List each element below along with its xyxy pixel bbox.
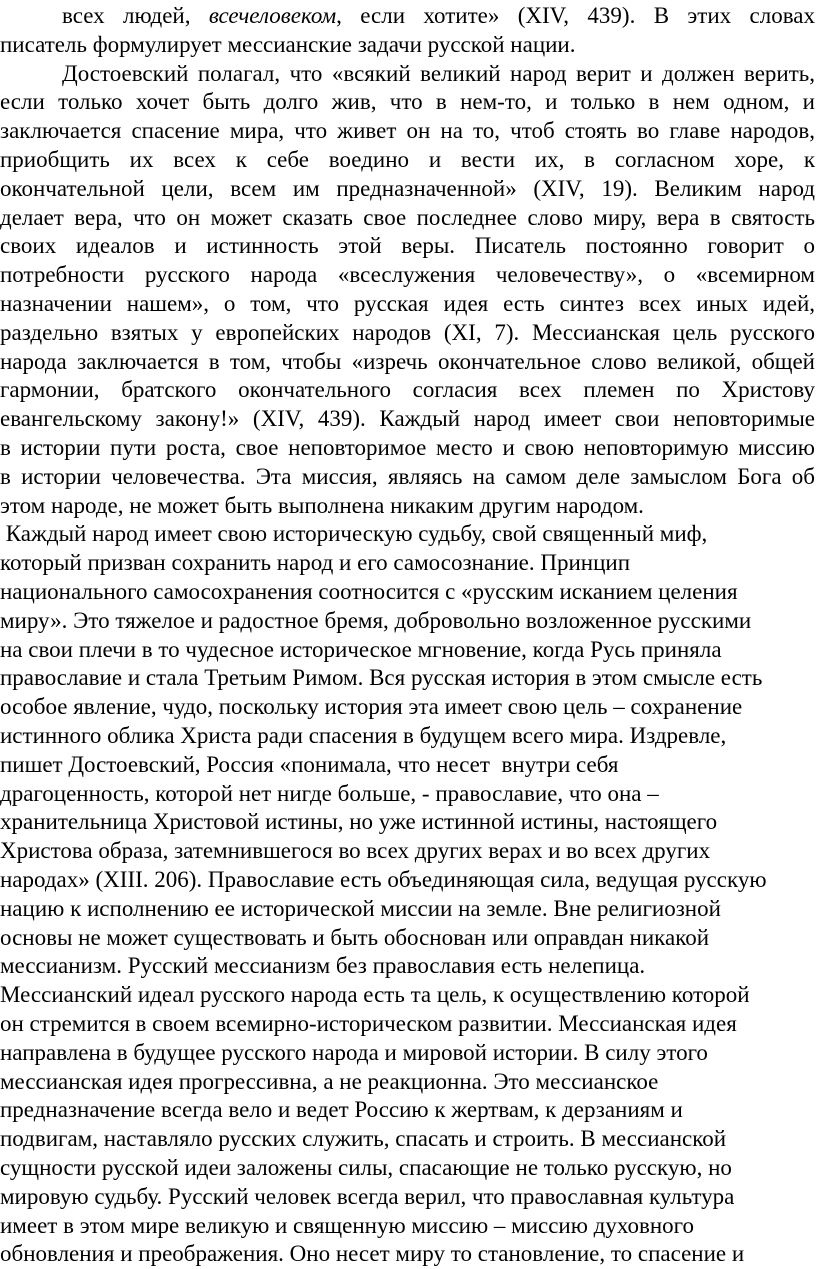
text-line: который призван сохранить народ и его самосознание. Принцип	[0, 550, 631, 576]
text-line: Христова образа, затемнившегося во всех других верах и во всех других	[0, 838, 711, 864]
text-line: в истории человечества. Эта миссия, являясь на самом деле замыслом Бога об	[0, 463, 815, 489]
text-line: заключается спасение мира, что живет он на то, чтоб стоять во главе народов,	[0, 118, 815, 144]
paragraph-continuation	[0, 2, 815, 60]
text-line: подвигам, наставляло русских служить, спасать и строить. В мессианской	[0, 1126, 727, 1152]
paragraph-national-destiny	[0, 520, 815, 1269]
text-line: сущности русской идеи заложены силы, спасающие не только русскую, но	[0, 1154, 732, 1180]
paragraph-messianic-faith	[0, 60, 815, 521]
text-line: особое явление, чудо, поскольку история эта имеет свою цель – сохранение	[0, 694, 743, 720]
text-line: на свои плечи в то чудесное историческое мгновение, когда Русь приняла	[0, 636, 722, 662]
text-line: Каждый народ имеет свою историческую судьбу, свой священный миф,	[0, 521, 708, 547]
text-line: окончательной цели, всем им предназначенной» (XIV, 19). Великим народ	[0, 175, 815, 201]
text-line: истинного облика Христа ради спасения в будущем всего мира. Издревле,	[0, 722, 727, 748]
text-line: раздельно взятых у европейских народов (XI, 7). Мессианская цель русского	[0, 319, 815, 345]
text-line: Достоевский полагал, что «всякий великий народ верит и должен верить,	[62, 60, 815, 86]
text-line: народа заключается в том, чтобы «изречь окончательное слово великой, общей	[0, 348, 815, 374]
text-line: всех людей, всечеловеком, если хотите» (XIV, 439). В этих словах	[62, 3, 815, 28]
text-line: назначении нашем», о том, что русская идея есть синтез всех иных идей,	[0, 290, 815, 316]
text-line: писатель формулирует мессианские задачи русской нации.	[0, 31, 576, 57]
text-line: направлена в будущее русского народа и мировой истории. В силу этого	[0, 1039, 708, 1065]
emphasis-word: всечеловеком	[208, 3, 337, 28]
text-line: приобщить их всех к себе воедино и вести их, в согласном хоре, к	[0, 146, 815, 172]
text-line: мессианская идея прогрессивна, а не реакционна. Это мессианское	[0, 1068, 659, 1094]
text-line: мессианизм. Русский мессианизм без православия есть нелепица.	[0, 953, 646, 979]
text-line: народах» (XIII. 206). Православие есть объединяющая сила, ведущая русскую	[0, 866, 767, 892]
text-line: в истории пути роста, свое неповторимое место и свою неповторимую миссию	[0, 434, 815, 460]
text-line: этом народе, не может быть выполнена никаким другим народом.	[0, 492, 644, 518]
text-line: Мессианский идеал русского народа есть та цель, к осуществлению которой	[0, 982, 750, 1008]
text-line: потребности русского народа «всеслужения человечеству», о «всемирном	[0, 262, 815, 288]
text-line: делает вера, что он может сказать свое последнее слово миру, вера в святость	[0, 204, 815, 230]
text-line: он стремится в своем всемирно-историческом развитии. Мессианская идея	[0, 1010, 737, 1036]
text-line: обновления и преображения. Оно несет миру то становление, то спасение и	[0, 1241, 745, 1267]
text-line: нацию к исполнению ее исторической миссии на земле. Вне религиозной	[0, 895, 721, 921]
text-line: пишет Достоевский, Россия «понимала, что несет внутри себя	[0, 751, 619, 777]
text-line: своих идеалов и истинность этой веры. Писатель постоянно говорит о	[0, 233, 815, 259]
text-line: предназначение всегда вело и ведет Россию к жертвам, к дерзаниям и	[0, 1097, 683, 1123]
text-line: основы не может существовать и быть обоснован или оправдан никакой	[0, 924, 710, 950]
text-line: драгоценность, которой нет нигде больше, - православие, что она –	[0, 780, 659, 806]
text-line: хранительница Христовой истины, но уже истинной истины, настоящего	[0, 809, 718, 835]
text-line: евангельскому закону!» (XIV, 439). Каждый народ имеет свои неповторимые	[0, 406, 815, 432]
text-line: мировую судьбу. Русский человек всегда верил, что православная культура	[0, 1183, 735, 1209]
text-line: национального самосохранения соотносится с «русским исканием целения	[0, 578, 738, 604]
text-line: православие и стала Третьим Римом. Вся русская история в этом смысле есть	[0, 665, 763, 691]
text-line: если только хочет быть долго жив, что в нем-то, и только в нем одном, и	[0, 89, 815, 115]
text-line: гармонии, братского окончательного согласия всех племен по Христову	[0, 377, 815, 403]
text-line: миру». Это тяжелое и радостное бремя, добровольно возложенное русскими	[0, 607, 752, 633]
text-line: имеет в этом мире великую и священную миссию – миссию духовного	[0, 1212, 695, 1238]
